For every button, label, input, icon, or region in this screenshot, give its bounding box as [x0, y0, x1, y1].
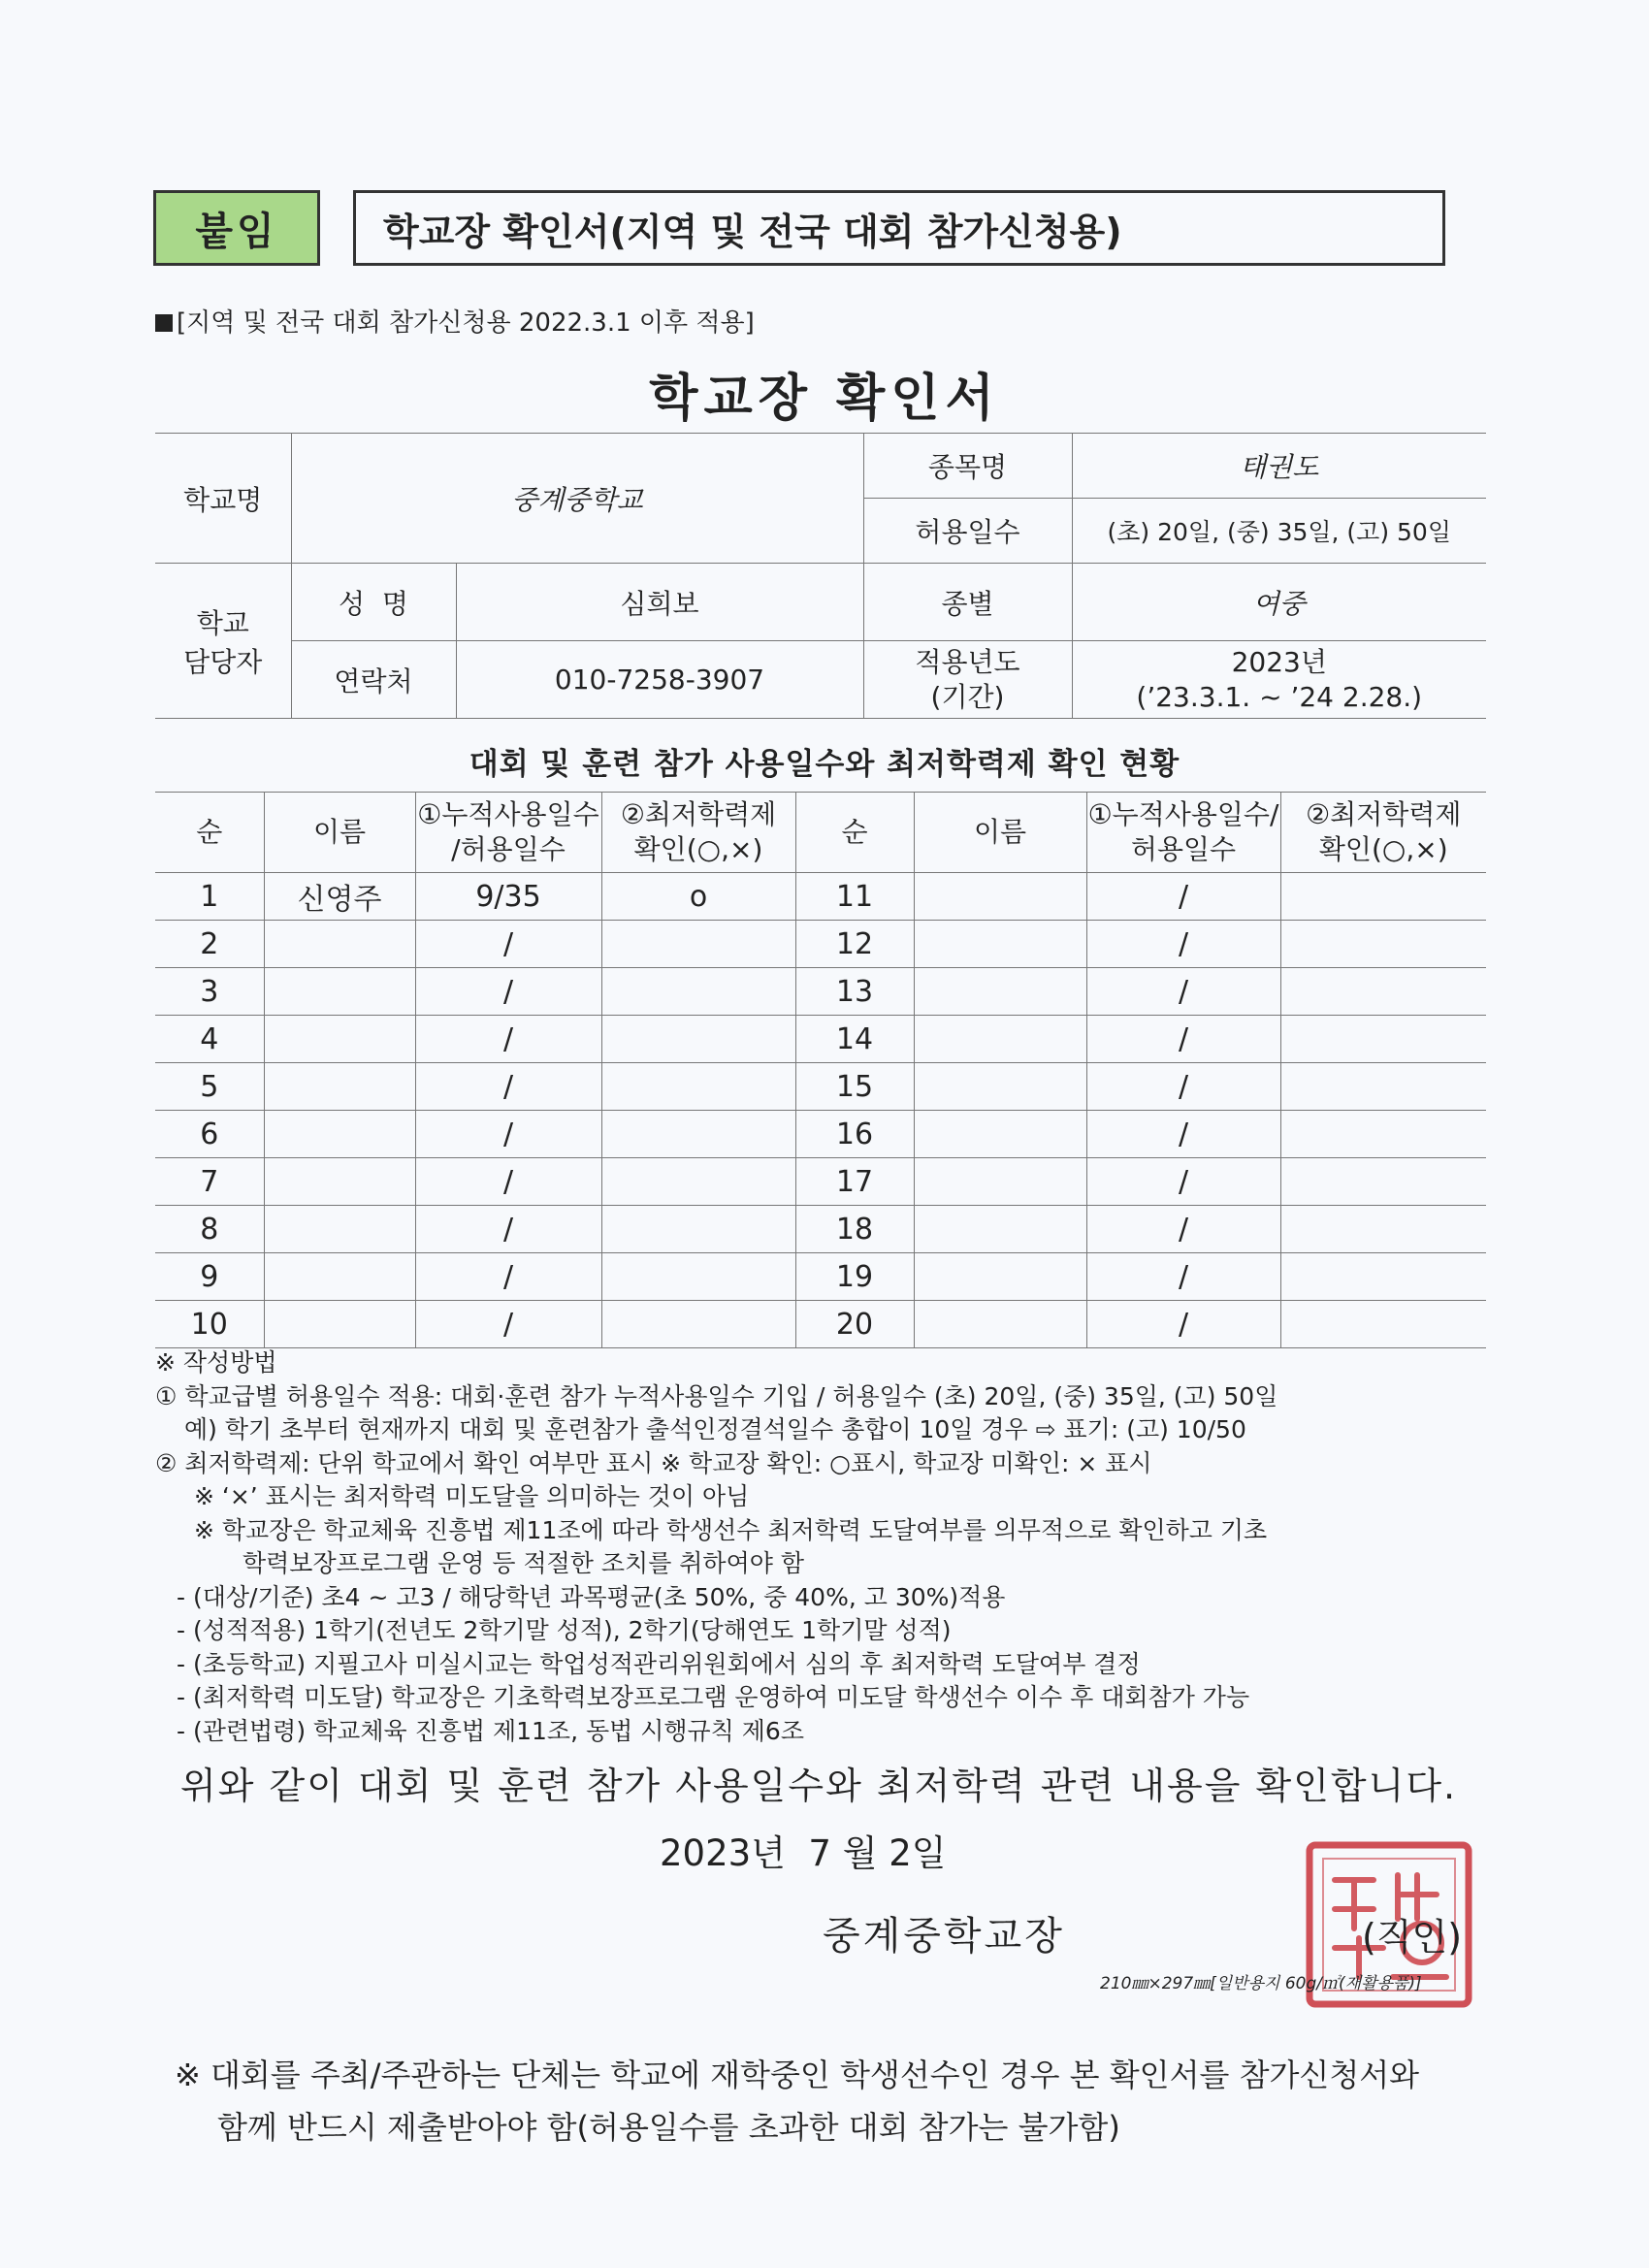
row-name — [914, 1063, 1086, 1111]
paper-spec: 210㎜×297㎜[일반용지 60g/㎡(재활용품)] — [1100, 1974, 1422, 1993]
col-header-grade-line2: 확인(○,×) — [633, 833, 763, 865]
row-days: / — [1086, 873, 1280, 921]
row-check — [1280, 1253, 1486, 1301]
row-days: / — [1086, 1206, 1280, 1253]
school-head-signature: 중계중학교장 — [823, 1914, 1065, 1959]
row-name — [264, 968, 415, 1016]
row-check — [601, 921, 795, 968]
seal-label: (직인) — [1362, 1916, 1463, 1959]
row-days: / — [1086, 1253, 1280, 1301]
row-name — [264, 921, 415, 968]
row-name — [264, 1253, 415, 1301]
attachment-badge: 붙임 — [153, 190, 320, 266]
school-name-label: 학교명 — [155, 434, 291, 564]
square-bullet-icon — [155, 314, 173, 332]
row-number: 19 — [795, 1253, 914, 1301]
row-check — [1280, 1063, 1486, 1111]
footer-line-1: ※ 대회를 주최/주관하는 단체는 학교에 재학중인 학생선수인 경우 본 확인서를 참가신청서와 — [175, 2057, 1420, 2093]
row-name — [914, 1016, 1086, 1063]
row-days: / — [1086, 968, 1280, 1016]
instruction-line: - (초등학교) 지필고사 미실시교는 학업성적관리위원회에서 심의 후 최저학력 도달여부 결정 — [177, 1649, 1141, 1678]
school-info-table — [155, 433, 1486, 719]
instruction-line: ① 학교급별 허용일수 적용: 대회·훈련 참가 누적사용일수 기입 / 허용일수 (초) 20일, (중) 35일, (고) 50일 — [155, 1381, 1278, 1410]
contact-value: 010-7258-3907 — [456, 641, 863, 719]
col-header-days-right-line2: 허용일수 — [1130, 833, 1237, 865]
category-value: 여중 — [1072, 564, 1486, 641]
col-header-days — [415, 793, 601, 873]
row-check — [1280, 1301, 1486, 1348]
row-number: 5 — [155, 1063, 264, 1111]
event-label: 종목명 — [863, 434, 1072, 499]
manager-label — [155, 564, 291, 719]
manager-name-value: 심희보 — [456, 564, 863, 641]
table-row — [155, 1158, 1486, 1206]
row-days: / — [415, 1206, 601, 1253]
row-check — [1280, 1016, 1486, 1063]
row-check — [1280, 873, 1486, 921]
table-row — [155, 1111, 1486, 1158]
row-number: 17 — [795, 1158, 914, 1206]
row-days: / — [415, 1158, 601, 1206]
row-days: / — [1086, 1158, 1280, 1206]
col-header-days-right-line1: ①누적사용일수/ — [1087, 798, 1279, 830]
section-title: 대회 및 훈련 참가 사용일수와 최저학력제 확인 현황 — [469, 747, 1180, 782]
table-row — [155, 1301, 1486, 1348]
year-value-line2: (’23.3.1. ~ ’24 2.28.) — [1136, 680, 1423, 713]
row-days: / — [415, 968, 601, 1016]
row-days: 9/35 — [415, 873, 601, 921]
row-name — [914, 873, 1086, 921]
col-header-no-right: 순 — [795, 793, 914, 873]
col-header-grade-right-line1: ②최저학력제 — [1306, 798, 1462, 830]
instruction-line: ※ 학교장은 학교체육 진흥법 제11조에 따라 학생선수 최저학력 도달여부를 의무적으로 확인하고 기초 — [194, 1515, 1268, 1544]
row-name — [914, 1111, 1086, 1158]
row-check — [601, 1206, 795, 1253]
row-check — [601, 1253, 795, 1301]
col-header-name: 이름 — [264, 793, 415, 873]
manager-label-line1: 학교 — [196, 606, 249, 639]
row-name — [264, 1063, 415, 1111]
row-days: / — [415, 1301, 601, 1348]
row-name — [914, 921, 1086, 968]
row-days: / — [415, 1016, 601, 1063]
row-number: 7 — [155, 1158, 264, 1206]
row-check: o — [601, 873, 795, 921]
col-header-days-line2: /허용일수 — [451, 833, 566, 865]
table-row — [155, 1063, 1486, 1111]
row-name — [264, 1111, 415, 1158]
year-value — [1072, 641, 1486, 719]
row-number: 13 — [795, 968, 914, 1016]
participation-table — [155, 792, 1486, 1348]
row-days: / — [1086, 921, 1280, 968]
year-label-line2: (기간) — [930, 680, 1005, 713]
row-number: 20 — [795, 1301, 914, 1348]
col-header-grade-right-line2: 확인(○,×) — [1318, 833, 1448, 865]
allowed-days-value: (초) 20일, (중) 35일, (고) 50일 — [1072, 499, 1486, 564]
category-label: 종별 — [863, 564, 1072, 641]
row-number: 15 — [795, 1063, 914, 1111]
instructions — [155, 1346, 1513, 1748]
row-check — [601, 968, 795, 1016]
event-value: 태권도 — [1072, 434, 1486, 499]
manager-name-label: 성 명 — [291, 564, 456, 641]
row-name — [914, 1206, 1086, 1253]
year-label — [863, 641, 1072, 719]
col-header-grade — [601, 793, 795, 873]
row-days: / — [415, 921, 601, 968]
row-name — [914, 1301, 1086, 1348]
row-number: 4 — [155, 1016, 264, 1063]
allowed-days-label: 허용일수 — [863, 499, 1072, 564]
document-header-title: 학교장 확인서(지역 및 전국 대회 참가신청용) — [353, 190, 1445, 266]
col-header-name-right: 이름 — [914, 793, 1086, 873]
table-row — [155, 968, 1486, 1016]
col-header-days-line1: ①누적사용일수 — [417, 798, 599, 830]
confirmation-statement: 위와 같이 대회 및 훈련 참가 사용일수와 최저학력 관련 내용을 확인합니다. — [180, 1765, 1458, 1807]
row-name — [914, 1253, 1086, 1301]
row-days: / — [1086, 1016, 1280, 1063]
row-name — [264, 1016, 415, 1063]
row-days: / — [415, 1063, 601, 1111]
row-check — [1280, 921, 1486, 968]
row-check — [601, 1063, 795, 1111]
table-row — [155, 921, 1486, 968]
row-number: 2 — [155, 921, 264, 968]
instruction-line: - (성적적용) 1학기(전년도 2학기말 성적), 2학기(당해연도 1학기말 성적) — [177, 1616, 952, 1644]
contact-label: 연락처 — [291, 641, 456, 719]
row-number: 14 — [795, 1016, 914, 1063]
row-check — [1280, 1158, 1486, 1206]
row-check — [1280, 968, 1486, 1016]
footer-line-2: 함께 반드시 제출받아야 함(허용일수를 초과한 대회 참가는 불가함) — [217, 2109, 1120, 2146]
col-header-no: 순 — [155, 793, 264, 873]
table-row — [155, 1253, 1486, 1301]
table-header-row — [155, 793, 1486, 873]
row-number: 6 — [155, 1111, 264, 1158]
instruction-line: 학력보장프로그램 운영 등 적절한 조치를 취하여야 함 — [242, 1549, 804, 1577]
row-name — [914, 968, 1086, 1016]
row-name — [264, 1158, 415, 1206]
col-header-grade-right — [1280, 793, 1486, 873]
row-number: 1 — [155, 873, 264, 921]
row-number: 11 — [795, 873, 914, 921]
row-number: 8 — [155, 1206, 264, 1253]
row-check — [601, 1158, 795, 1206]
row-days: / — [1086, 1063, 1280, 1111]
row-check — [601, 1111, 795, 1158]
row-check — [1280, 1206, 1486, 1253]
school-name-value: 중계중학교 — [291, 434, 863, 564]
col-header-grade-line1: ②최저학력제 — [620, 798, 777, 830]
page-title: 학교장 확인서 — [649, 370, 1000, 428]
row-days: / — [1086, 1301, 1280, 1348]
row-name — [264, 1206, 415, 1253]
row-number: 16 — [795, 1111, 914, 1158]
row-number: 18 — [795, 1206, 914, 1253]
instruction-line: 예) 학기 초부터 현재까지 대회 및 훈련참가 출석인정결석일수 총합이 10일 경우 ⇨ 표기: (고) 10/50 — [184, 1415, 1246, 1443]
table-row — [155, 1016, 1486, 1063]
row-name — [264, 1301, 415, 1348]
row-check — [601, 1016, 795, 1063]
row-name — [914, 1158, 1086, 1206]
year-value-line1: 2023년 — [1231, 645, 1327, 678]
instruction-line: - (최저학력 미도달) 학교장은 기초학력보장프로그램 운영하여 미도달 학생선수 이수 후 대회참가 가능 — [177, 1683, 1250, 1711]
table-row — [155, 1206, 1486, 1253]
footer-note — [175, 2049, 1419, 2154]
instruction-line: - (관련법령) 학교체육 진흥법 제11조, 동법 시행규칙 제6조 — [177, 1716, 804, 1745]
instruction-line: ② 최저학력제: 단위 학교에서 확인 여부만 표시 ※ 학교장 확인: ○표시, 학교장 미확인: × 표시 — [155, 1448, 1152, 1477]
instruction-line: ※ ‘×’ 표시는 최저학력 미도달을 의미하는 것이 아님 — [194, 1482, 750, 1510]
row-days: / — [415, 1253, 601, 1301]
row-days: / — [415, 1111, 601, 1158]
instruction-line: - (대상/기준) 초4 ~ 고3 / 해당학년 과목평균(초 50%, 중 40%, 고 30%)적용 — [177, 1582, 1006, 1611]
row-check — [601, 1301, 795, 1348]
year-label-line1: 적용년도 — [915, 645, 1020, 678]
issue-date: 2023년 7 월 2일 — [660, 1832, 947, 1874]
row-number: 9 — [155, 1253, 264, 1301]
row-number: 12 — [795, 921, 914, 968]
row-days: / — [1086, 1111, 1280, 1158]
manager-label-line2: 담당자 — [183, 645, 263, 678]
row-check — [1280, 1111, 1486, 1158]
instructions-title: ※ 작성방법 — [155, 1348, 277, 1377]
table-row — [155, 873, 1486, 921]
row-number: 10 — [155, 1301, 264, 1348]
applicability-note-text: [지역 및 전국 대회 참가신청용 2022.3.1 이후 적용] — [177, 308, 755, 338]
col-header-days-right — [1086, 793, 1280, 873]
applicability-note — [155, 303, 755, 339]
row-number: 3 — [155, 968, 264, 1016]
row-name: 신영주 — [264, 873, 415, 921]
